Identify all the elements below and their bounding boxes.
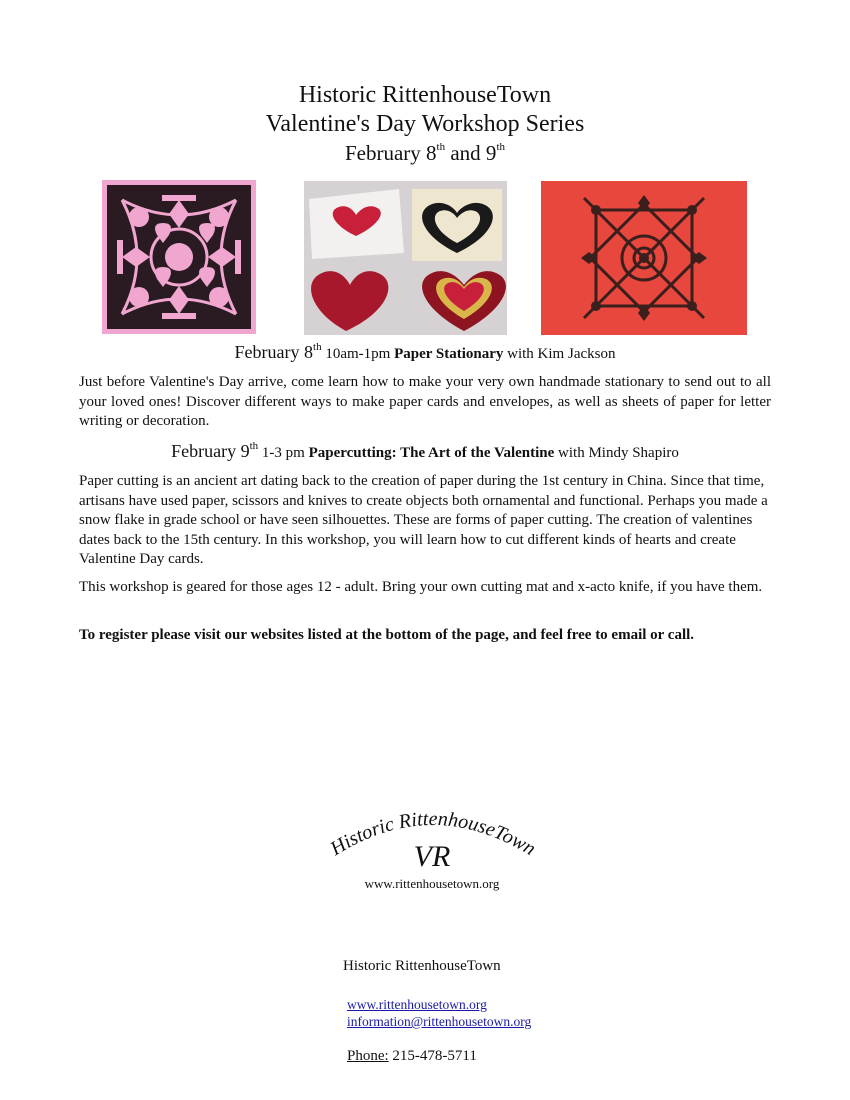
logo-arc-text: Historic RittenhouseTown — [326, 807, 540, 861]
heart-cards-illustration — [304, 181, 507, 335]
footer-org-name: Historic RittenhouseTown — [343, 958, 501, 974]
register-notice: To register please visit our websites listed at the bottom of the page, and feel free to email or call. — [79, 627, 695, 643]
workshop-1-heading: February 8th 10am-1pm Paper Stationary with Kim Jackson — [234, 341, 616, 362]
red-papercut-image — [541, 181, 747, 335]
page-title: Historic RittenhouseTown — [298, 82, 552, 108]
phone-label: Phone: — [347, 1048, 389, 1064]
workshop-1-description: Just before Valentine's Day arrive, come learn how to make your very own handmade stationary to send out to all your loved ones! Discover different ways to make paper cards and envelopes, as well as sheets of paper for letter writing or decoration. — [79, 374, 771, 429]
heart-cards-photo — [304, 181, 507, 335]
website-link[interactable]: www.rittenhousetown.org — [347, 997, 487, 1012]
header-dates: February 8th and 9th — [344, 141, 505, 165]
pink-papercut-image — [102, 180, 256, 334]
footer-links — [347, 996, 531, 1031]
email-link[interactable]: information@rittenhousetown.org — [347, 1014, 532, 1029]
phone-number[interactable]: 215-478-5711 — [388, 1048, 477, 1064]
pink-papercut-pattern — [102, 180, 256, 334]
workshop-2-heading: February 9th 1-3 pm Papercutting: The Art of the Valentine with Mindy Shapiro — [171, 440, 679, 461]
workshop-2-ages: This workshop is geared for those ages 12 - adult. Bring your own cutting mat and x-acto knife, if you have them. — [79, 579, 763, 595]
page-subtitle: Valentine's Day Workshop Series — [265, 111, 585, 137]
logo-url: www.rittenhousetown.org — [364, 876, 500, 891]
logo-monogram: VR — [413, 840, 451, 873]
footer-phone — [347, 1048, 477, 1065]
workshop-2-description: Paper cutting is an ancient art dating back to the creation of paper during the 1st century in China. Since that time, artisans have used paper, scissors and knives to create objects both ornamental and functional. Perhaps you made a snow flake in grade school or have seen silhouettes. These are forms of paper cutting. The creation of valentines dates back to the 15th century. In this workshop, you will learn how to cut different kinds of hearts and create Valentine Day cards. — [79, 473, 768, 567]
logo-graphic — [320, 800, 545, 900]
rittenhousetown-logo — [320, 800, 545, 900]
red-papercut-pattern — [541, 181, 747, 335]
